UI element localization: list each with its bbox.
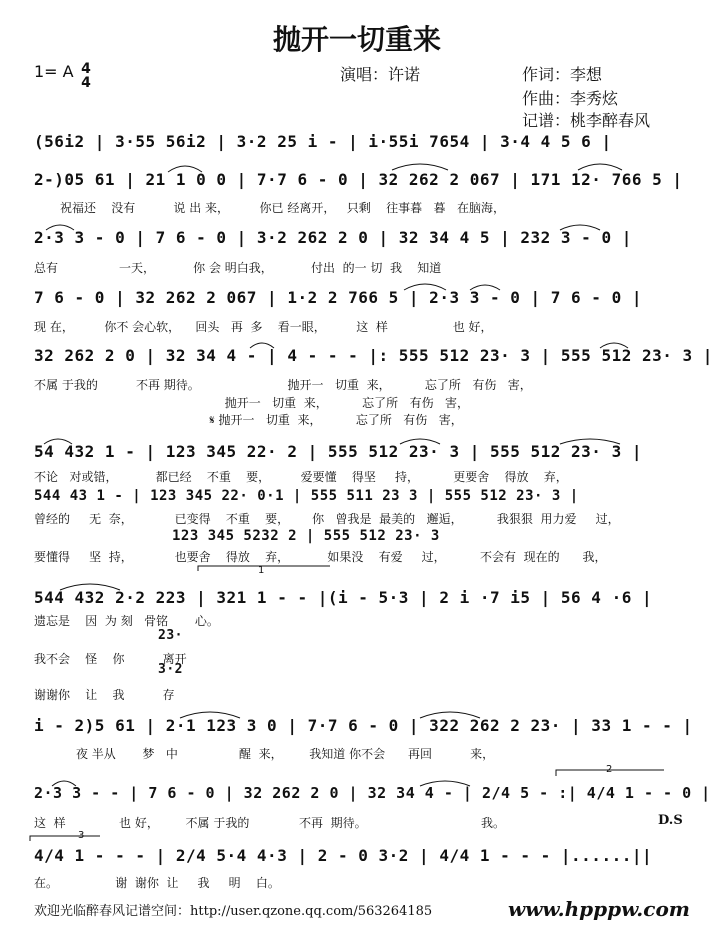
slur: [578, 164, 622, 170]
slur: [470, 285, 500, 290]
time-signature-top: 4: [81, 61, 91, 77]
brand-watermark: www.hpppw.com: [508, 897, 690, 921]
notation-line-6: 54 432 1 - | 123 345 22· 2 | 555 512 23· 3 | 555 512 23· 3 |: [34, 442, 642, 461]
notation-line-2: 2-)05 61 | 21 1 0 0 | 7·7 6 - 0 | 32 262 2 067 | 171 12· 766 5 |: [34, 170, 683, 189]
notation-line-11: 2·3 3 - - | 7 6 - 0 | 32 262 2 0 | 32 34 4 - | 2/4 5 - :| 4/4 1 - - 0 |: [34, 784, 711, 802]
slur: [250, 343, 274, 348]
volta-bracket: [556, 770, 664, 776]
alt-lyric-1: 我不会 怪 你 离开: [34, 652, 187, 666]
lyric-line-6: 不论 对或错， 都已经 不重 要， 爱要懂 得坚 持， 更要舍 得放 弃，: [34, 470, 568, 484]
lyric-line-4: 现 在， 你不 会心软， 回头 再 多 看一眼， 这 样 也 好，: [34, 320, 493, 334]
slur: [600, 343, 628, 348]
slur: [46, 225, 74, 230]
slur: [60, 584, 120, 590]
lyric-line-5c: 𝄋 抛开一 切重 来， 忘了所 有伤 害，: [34, 413, 463, 427]
alt-notes-1: 23·: [158, 628, 183, 643]
slur: [560, 225, 600, 230]
volta-bracket: [198, 566, 330, 571]
lyric-line-8: 要懂得 坚 持， 也要舍 得放 弃， 如果没 有爱 过， 不会有 现在的 我，: [34, 550, 607, 564]
slur: [420, 781, 470, 786]
volta-2-number: 2: [606, 764, 613, 775]
notation-line-3: 2·3 3 - 0 | 7 6 - 0 | 3·2 262 2 0 | 32 34 4 5 | 232 3 - 0 |: [34, 228, 632, 247]
slur: [560, 439, 620, 444]
notation-line-12: 4/4 1 - - - | 2/4 5·4 4·3 | 2 - 0 3·2 | 4/4 1 - - - |......||: [34, 846, 653, 865]
lyric-line-5a: 不属 于我的 不再 期待。 抛开一 切重 来， 忘了所 有伤 害，: [34, 378, 532, 392]
slur: [180, 712, 240, 718]
lyric-line-9: 遗忘是 因 为 刻 骨铭 心。: [34, 614, 219, 628]
lyricist-credit: 作词：李想: [522, 65, 603, 84]
slur: [52, 781, 76, 786]
alt-notes-2: 3·2: [158, 662, 183, 677]
lyric-line-11: 这 样 也 好， 不属 于我的 不再 期待。 我。: [34, 816, 506, 830]
notation-line-1: (56i2 | 3·55 56i2 | 3·2 25 i - | i·55i 7654 | 3·4 4 5 6 |: [34, 132, 612, 151]
slur: [392, 164, 448, 170]
slur: [400, 439, 440, 444]
notation-line-10: i - 2)5 61 | 2·1 123 3 0 | 7·7 6 - 0 | 322 262 2 23· | 33 1 - - |: [34, 716, 693, 735]
footer-text: 欢迎光临醉春风记谱空间：http://user.qzone.qq.com/563264185: [34, 904, 433, 919]
notation-line-4: 7 6 - 0 | 32 262 2 067 | 1·2 2 766 5 | 2·3 3 - 0 | 7 6 - 0 |: [34, 288, 642, 307]
lyric-line-5b: 抛开一 切重 来， 忘了所 有伤 害，: [34, 396, 470, 410]
lyric-line-3: 总有 一天， 你 会 明白我， 付出 的一 切 我 知道: [34, 261, 442, 275]
slur: [420, 712, 480, 718]
volta-1-number: 1: [258, 565, 265, 576]
time-signature-bottom: 4: [81, 75, 91, 91]
lyric-line-12: 在。 谢 谢你 让 我 明 白。: [34, 876, 280, 890]
slur: [404, 284, 446, 290]
volta-3-number: 3: [78, 830, 85, 841]
lyric-line-2: 祝福还 没有 说 出 来， 你已 经离开， 只剩 往事暮 暮 在脑海，: [60, 201, 505, 215]
ds-mark: D.S: [658, 813, 683, 828]
notation-line-7: 544 43 1 - | 123 345 22· 0·1 | 555 511 23 3 | 555 512 23· 3 |: [34, 488, 579, 504]
slur: [44, 439, 72, 444]
lyric-line-7: 曾经的 无 奈， 已变得 不重 要， 你 曾我是 最美的 邂逅， 我狠狠 用力爱 过，: [34, 512, 620, 526]
lyric-line-10: 夜 半从 梦 中 醒 来， 我知道 你不会 再回 来，: [34, 747, 495, 761]
slur: [168, 166, 202, 172]
alt-lyric-2: 谢谢你 让 我 存: [34, 688, 175, 702]
key-signature: 1= A: [34, 62, 74, 81]
singer-credit: 演唱：许诺: [340, 65, 421, 84]
notation-line-8: 123 345 5232 2 | 555 512 23· 3: [172, 528, 440, 544]
transcriber-credit: 记谱：桃李醉春风: [522, 111, 651, 130]
song-title: 抛开一切重来: [272, 23, 441, 56]
composer-credit: 作曲：李秀炫: [522, 89, 619, 108]
notation-line-5: 32 262 2 0 | 32 34 4 - | 4 - - - |: 555 512 23· 3 | 555 512 23· 3 |: [34, 346, 713, 365]
volta-bracket: [30, 836, 100, 841]
notation-line-9: 544 432 2·2 223 | 321 1 - - |(i - 5·3 | 2 i ·7 i5 | 56 4 ·6 |: [34, 588, 653, 607]
